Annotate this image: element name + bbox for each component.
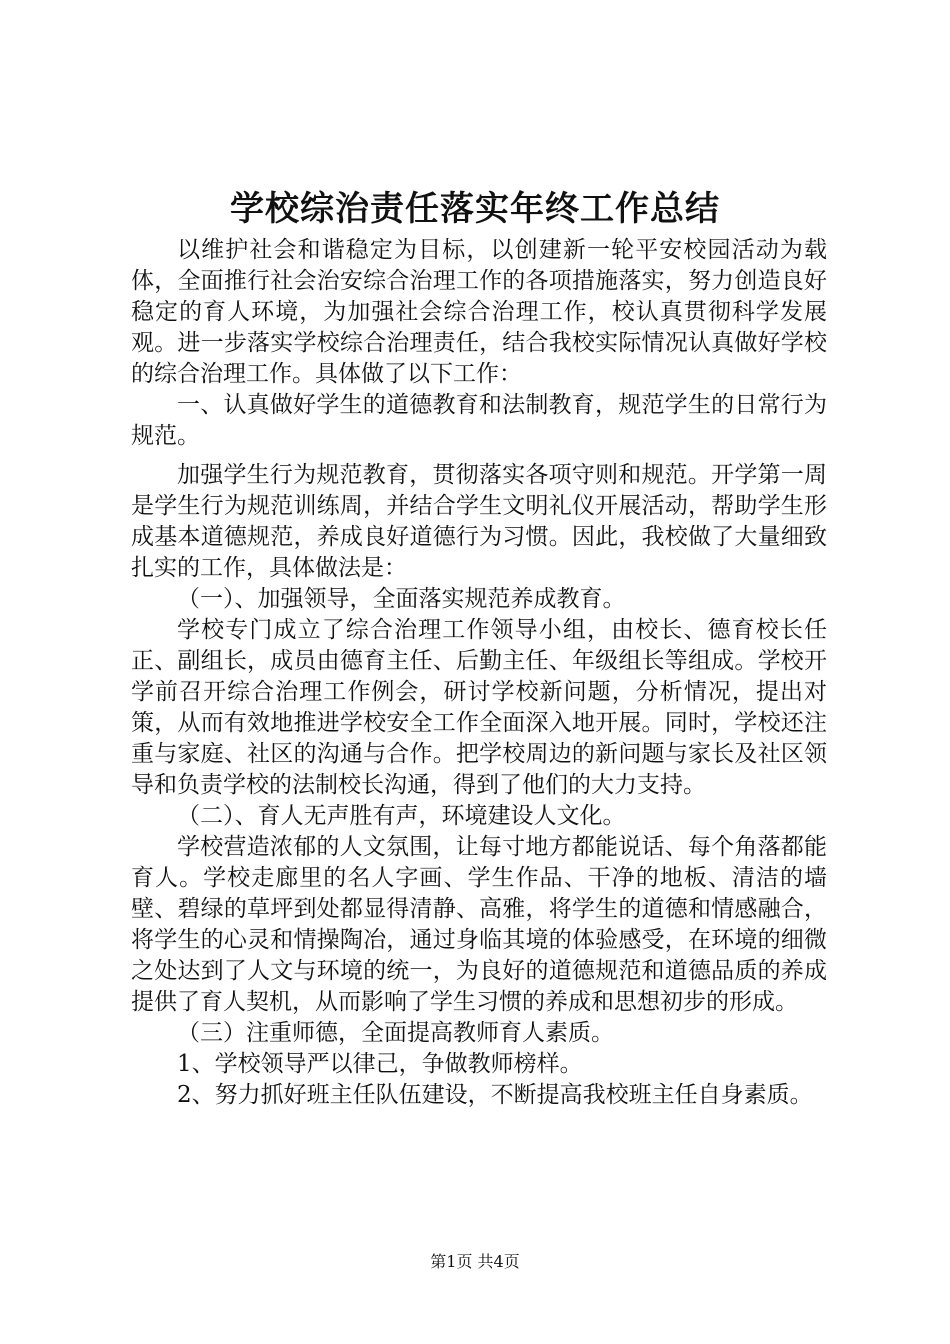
paragraph-leadership: 学校专门成立了综合治理工作领导小组，由校长、德育校长任正、副组长，成员由德育主任、后勤主任、年级组长等组成。学校开学前召开综合治理工作例会，研讨学校新问题，分析情况，提出对策，从而有效地推进学校安全工作全面深入地开展。同时，学校还注重与家庭、社区的沟通与合作。把学校周边的新问题与家长及社区领导和负责学校的法制校长沟通，得到了他们的大力支持。 — [131, 617, 827, 798]
list-item-2: 2、努力抓好班主任队伍建设，不断提高我校班主任自身素质。 — [177, 1082, 813, 1108]
subsection-heading-2: （二）、育人无声胜有声，环境建设人文化。 — [177, 803, 626, 829]
document-title: 学校综治责任落实年终工作总结 — [230, 189, 720, 229]
paragraph-environment: 学校营造浓郁的人文氛围，让每寸地方都能说话、每个角落都能育人。学校走廊里的名人字画、学生作品、干净的地板、清洁的墙壁、碧绿的草坪到处都显得清静、高雅，将学生的道德和情感融合，将学生的心灵和情操陶冶，通过身临其境的体验感受，在环境的细微之处达到了人文与环境的统一，为良好的道德规范和道德品质的养成提供了育人契机，从而影响了学生习惯的养成和思想初步的形成。 — [131, 834, 827, 1015]
paragraph-behavior: 加强学生行为规范教育，贯彻落实各项守则和规范。开学第一周是学生行为规范训练周，并结合学生文明礼仪开展活动，帮助学生形成基本道德规范，养成良好道德行为习惯。因此，我校做了大量细致扎实的工作，具体做法是： — [131, 462, 827, 581]
paragraph-intro: 以维护社会和谐稳定为目标，以创建新一轮平安校园活动为载体，全面推行社会治安综合治理工作的各项措施落实，努力创造良好稳定的育人环境，为加强社会综合治理工作，校认真贯彻科学发展观。进一步落实学校综合治理责任，结合我校实际情况认真做好学校的综合治理工作。具体做了以下工作： — [131, 237, 827, 387]
page-footer: 第1页 共4页 — [430, 1252, 520, 1271]
list-item-1: 1、学校领导严以律己，争做教师榜样。 — [177, 1051, 583, 1077]
subsection-heading-1: （一）、加强领导，全面落实规范养成教育。 — [177, 586, 626, 612]
document-body — [131, 235, 827, 1111]
subsection-heading-3: （三）注重师德，全面提高教师育人素质。 — [177, 1020, 614, 1046]
section-heading-1: 一、认真做好学生的道德教育和法制教育，规范学生的日常行为规范。 — [131, 392, 827, 449]
